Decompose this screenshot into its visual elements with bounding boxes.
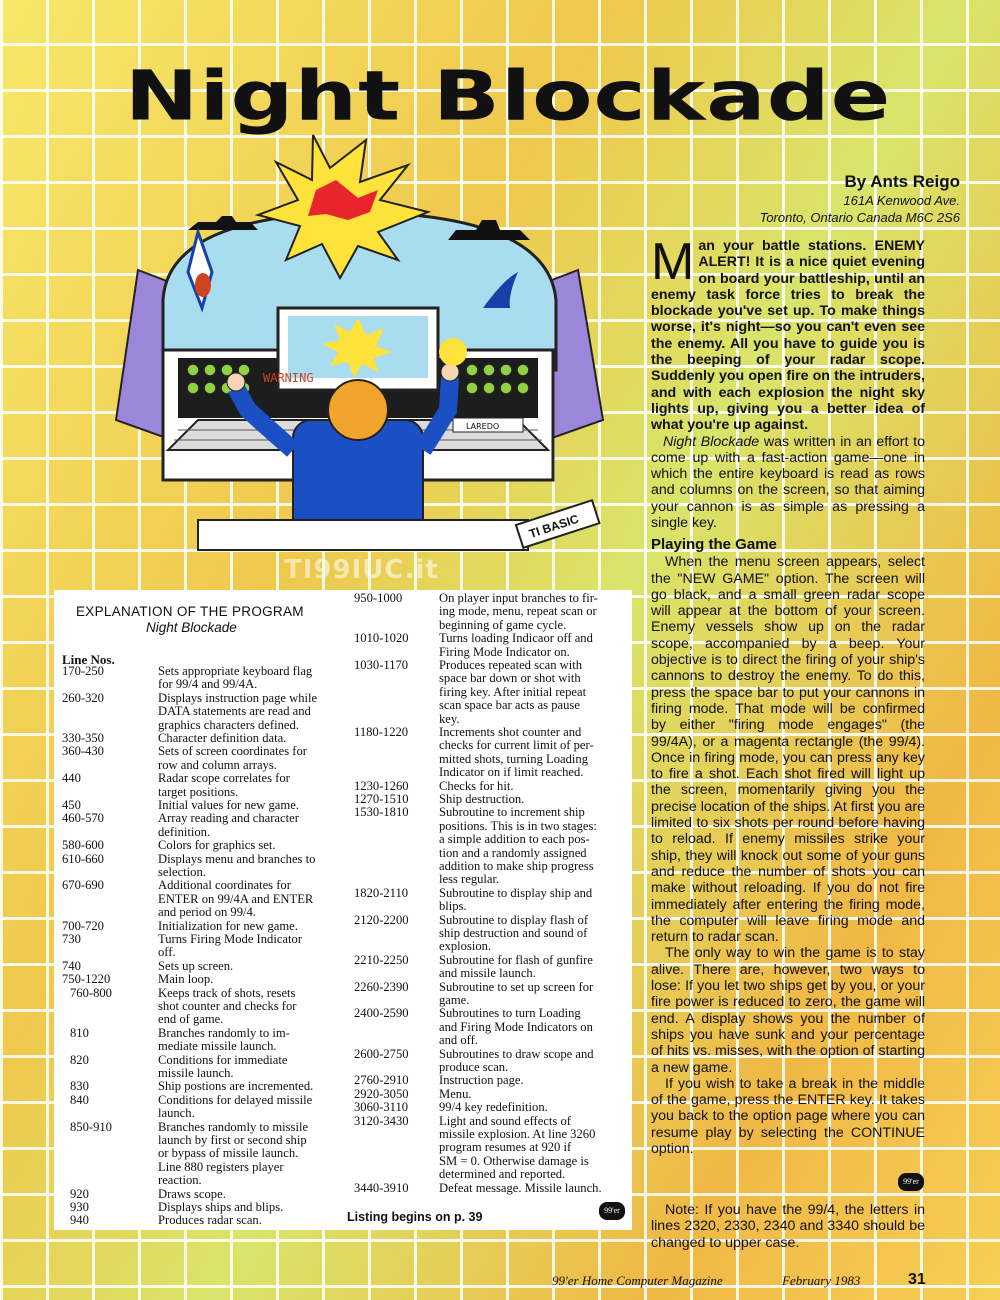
magazine-logo-icon-small: 99'er bbox=[599, 1202, 625, 1220]
drop-cap: M bbox=[651, 233, 695, 291]
explanation-row bbox=[62, 772, 352, 799]
line-description: Sets up screen. bbox=[158, 958, 234, 973]
line-number-range: 840 bbox=[70, 1092, 89, 1107]
note-paragraph: Note: If you have the 99/4, the letters in lines 2320, 2330, 2340 and 3340 should be changed to upper case. bbox=[651, 1202, 925, 1251]
explanation-row bbox=[354, 659, 629, 726]
explanation-row bbox=[62, 879, 352, 919]
line-description: Sets appropriate keyboard flag for 99/4 and 99/4A. bbox=[158, 664, 313, 692]
line-description: Conditions for immediate missile launch. bbox=[158, 1052, 288, 1080]
battleship-console-illustration bbox=[108, 120, 608, 560]
line-description: Branches randomly to im- mediate missile launch. bbox=[158, 1025, 290, 1054]
explanation-row bbox=[354, 793, 629, 806]
line-description: Sets of screen coordinates for row and column arrays. bbox=[158, 744, 307, 772]
line-number-range: 950-1000 bbox=[354, 591, 403, 605]
article-title: Night Blockade bbox=[124, 55, 892, 137]
line-number-range: 1010-1020 bbox=[354, 631, 409, 646]
explanation-row bbox=[354, 1048, 629, 1075]
line-number-range: 2400-2590 bbox=[354, 1006, 409, 1021]
explanation-row bbox=[354, 1074, 629, 1087]
section-paragraph-2: The only way to win the game is to stay alive. There are, however, two ways to lose: If you let two ships get by you, or your fire power is reduced to zero, the game will end. A display shows you the number of ships you have sunk and your percentage of hits vs. misses, with the option of starting a new game. bbox=[651, 945, 925, 1076]
line-description: Produces repeated scan with space bar down or shot with firing key. After initial repeat scan space bar acts as pause key. bbox=[439, 658, 587, 726]
line-number-range: 360-430 bbox=[62, 744, 104, 759]
line-description: Increments shot counter and checks for current limit of per- mitted shots, turning Loading Indicator on if limit reached. bbox=[439, 725, 594, 780]
explanation-row bbox=[354, 726, 629, 780]
line-number-range: 940 bbox=[70, 1213, 89, 1228]
explanation-row bbox=[354, 1115, 629, 1182]
warning-label: WARNING bbox=[263, 371, 314, 385]
explanation-row bbox=[62, 745, 352, 772]
intro-bold-paragraph: an your battle stations. ENEMY ALERT! It is a nice quiet evening on board your battleship, until an enemy task force tries to break the blockade you've set up. To make things worse, it's night—so you can't even see the enemy. All you have to guide you is the beeping of your radar scope. Suddenly you open fire on the intruders, and with each explosion the night sky lights up, giving you a better idea of what you're up against. bbox=[651, 238, 925, 434]
explanation-row bbox=[62, 1121, 352, 1188]
line-number-range: 170-250 bbox=[62, 664, 104, 678]
explanation-row bbox=[354, 632, 629, 659]
line-number-range: 830 bbox=[70, 1079, 89, 1094]
section-heading: Playing the Game bbox=[651, 536, 777, 553]
footer-date: February 1983 bbox=[782, 1273, 861, 1288]
explanation-row bbox=[354, 1007, 629, 1047]
line-number-range: 750-1220 bbox=[62, 972, 111, 987]
explanation-row bbox=[62, 1214, 352, 1227]
line-description: Ship destruction. bbox=[439, 792, 525, 806]
line-number-range: 2760-2910 bbox=[354, 1073, 409, 1088]
byline bbox=[660, 172, 960, 226]
line-description: Colors for graphics set. bbox=[158, 838, 276, 853]
watermark: TI99IUC.it bbox=[284, 555, 439, 585]
line-nos-label: Line Nos. bbox=[62, 652, 115, 667]
line-description: Displays ships and blips. bbox=[158, 1200, 284, 1214]
line-number-range: 700-720 bbox=[62, 918, 104, 933]
explanation-row bbox=[354, 1088, 629, 1101]
explanation-row bbox=[62, 1094, 352, 1121]
line-number-range: 3120-3430 bbox=[354, 1113, 409, 1128]
line-number-range: 460-570 bbox=[62, 811, 104, 826]
intro-paragraph-2: was written in an effort to come up with a fast-action game—one in which the entire keyboard is read as rows and columns on the screen, so that aiming your cannon is as simple as pressing a single key. bbox=[651, 433, 925, 532]
line-description: Subroutine for flash of gunfire and missile launch. bbox=[439, 952, 593, 981]
explanation-row bbox=[62, 1054, 352, 1081]
line-description: Additional coordinates for ENTER on 99/4A and ENTER and period on 99/4. bbox=[158, 878, 314, 920]
line-description: Instruction page. bbox=[439, 1073, 524, 1088]
line-description: Turns Firing Mode Indicator off. bbox=[158, 932, 303, 960]
line-number-range: 3440-3910 bbox=[354, 1180, 409, 1195]
playing-section bbox=[651, 537, 925, 1157]
explanation-row bbox=[62, 1188, 352, 1201]
magazine-logo-icon: 99'er bbox=[898, 1173, 924, 1191]
explanation-row bbox=[62, 665, 352, 692]
line-number-range: 930 bbox=[70, 1200, 89, 1214]
line-number-range: 670-690 bbox=[62, 878, 104, 893]
explanation-row bbox=[354, 914, 629, 954]
explanation-heading: EXPLANATION OF THE PROGRAM bbox=[76, 604, 304, 619]
line-description: Subroutine to display ship and blips. bbox=[439, 885, 593, 914]
listing-note: Listing begins on p. 39 bbox=[347, 1210, 483, 1224]
line-number-range: 2260-2390 bbox=[354, 979, 409, 994]
line-number-range: 2600-2750 bbox=[354, 1046, 409, 1061]
line-description: Menu. bbox=[439, 1086, 472, 1101]
explanation-row bbox=[354, 887, 629, 914]
line-number-range: 2210-2250 bbox=[354, 952, 409, 967]
line-number-range: 820 bbox=[70, 1052, 89, 1067]
explanation-row bbox=[62, 799, 352, 812]
line-description: Checks for hit. bbox=[439, 778, 514, 793]
line-number-range: 1030-1170 bbox=[354, 658, 409, 672]
explanation-row bbox=[354, 1182, 629, 1195]
explanation-row bbox=[354, 981, 629, 1008]
laredo-label: LAREDO bbox=[466, 422, 500, 431]
line-number-range: 2920-3050 bbox=[354, 1086, 409, 1101]
line-description: Ship postions are incremented. bbox=[158, 1079, 314, 1094]
line-description: Branches randomly to missile launch by first or second ship or bypass of missile launch. Line 880 registers player reaction. bbox=[158, 1119, 309, 1188]
line-description: Subroutines to turn Loading and Firing Mode Indicators on and off. bbox=[439, 1006, 593, 1048]
explanation-row bbox=[62, 692, 352, 732]
line-description: Subroutines to draw scope and produce scan. bbox=[439, 1046, 594, 1074]
explanation-row bbox=[62, 973, 352, 986]
line-description: Draws scope. bbox=[158, 1186, 226, 1201]
line-description: Displays menu and branches to selection. bbox=[158, 851, 316, 879]
line-number-range: 610-660 bbox=[62, 851, 104, 866]
line-description: On player input branches to fir- ing mode, menu, repeat scan or beginning of game cycle. bbox=[439, 591, 598, 632]
intro-game-title: Night Blockade bbox=[663, 433, 760, 450]
explanation-row bbox=[62, 853, 352, 880]
explanation-row bbox=[62, 732, 352, 745]
explanation-row bbox=[354, 780, 629, 793]
line-description: 99/4 key redefinition. bbox=[439, 1100, 548, 1115]
explanation-row bbox=[354, 806, 629, 886]
explanation-row bbox=[62, 920, 352, 933]
line-description: Defeat message. Missile launch. bbox=[439, 1180, 602, 1195]
line-description: Radar scope correlates for target positions. bbox=[158, 771, 290, 799]
explanation-row bbox=[62, 1027, 352, 1054]
intro-text bbox=[651, 233, 925, 532]
line-description: Produces radar scan. bbox=[158, 1213, 262, 1228]
explanation-row bbox=[62, 987, 352, 1027]
line-number-range: 740 bbox=[62, 958, 81, 973]
line-number-range: 3060-3110 bbox=[354, 1100, 409, 1115]
line-description: Turns loading Indicaor off and Firing Mode Indicator on. bbox=[439, 631, 593, 659]
line-description: Initialization for new game. bbox=[158, 918, 298, 933]
line-number-range: 450 bbox=[62, 798, 81, 812]
explanation-row bbox=[62, 933, 352, 960]
line-description: Character definition data. bbox=[158, 731, 287, 745]
line-number-range: 730 bbox=[62, 932, 81, 946]
explanation-row bbox=[354, 592, 629, 632]
explanation-row bbox=[62, 1201, 352, 1214]
author-name: By Ants Reigo bbox=[844, 172, 960, 191]
author-address-line-1: 161A Kenwood Ave. bbox=[843, 193, 960, 208]
explanation-subheading: Night Blockade bbox=[146, 620, 237, 635]
line-description: Displays instruction page while DATA statements are read and graphics characters defined. bbox=[158, 690, 318, 732]
line-number-range: 1270-1510 bbox=[354, 792, 409, 806]
line-number-range: 330-350 bbox=[62, 731, 104, 745]
line-description: Initial values for new game. bbox=[158, 798, 299, 812]
line-number-range: 440 bbox=[62, 771, 81, 786]
section-paragraph-1: When the menu screen appears, select the "NEW GAME" option. The screen will go black, and a small green radar scope will appear at the bottom of your screen. Enemy vessels show up on the radar scope, accompanied by a beep. Your objective is to direct the firing of your ship's cannons to destroy the enemy. To do this, press the space bar to put your cannons in firing mode. That mode will be confirmed by either "firing mode engages" (the 99/4A), or a magenta rectangle (the 99/4). Once in firing mode, you can press any key to fire a shot. Each shot fired will light up the screen, momentarily giving you the precise location of the ships. At first you are limited to six shots per round before having to reload. If enemy missiles strike your ship, they will knock out some of your guns and reduce the number of shots you can make without reloading. If you do not fire immediately after entering the firing mode, the computer will leave firing mode and return to radar scan. bbox=[651, 554, 925, 946]
line-number-range: 2120-2200 bbox=[354, 912, 409, 927]
line-description: Conditions for delayed missile launch. bbox=[158, 1092, 313, 1121]
explanation-row bbox=[62, 960, 352, 973]
line-number-range: 850-910 bbox=[70, 1119, 112, 1134]
line-number-range: 810 bbox=[70, 1025, 89, 1040]
explanation-box bbox=[54, 590, 632, 1230]
section-paragraph-3: If you wish to take a break in the middle of the game, press the ENTER key. It takes you back to the option page where you can resume play by selecting the CONTINUE option. bbox=[651, 1075, 925, 1157]
ti-basic-badge: TI BASIC bbox=[527, 511, 581, 541]
explanation-row bbox=[62, 812, 352, 839]
footer-magazine: 99'er Home Computer Magazine bbox=[552, 1273, 723, 1288]
explanation-row bbox=[354, 954, 629, 981]
line-description: Main loop. bbox=[158, 972, 214, 987]
line-description: Subroutine to increment ship positions. This is in two stages: a simple addition to each pos- tion and a randomly assigned addition to make ship progress less regular. bbox=[439, 805, 597, 887]
line-description: Light and sound effects of missile explosion. At line 3260 program resumes at 920 if SM = 0. Otherwise damage is determined and reported. bbox=[439, 1113, 596, 1182]
explanation-row bbox=[62, 1080, 352, 1093]
line-description: Subroutine to display flash of ship destruction and sound of explosion. bbox=[439, 912, 589, 954]
author-address-line-2: Toronto, Ontario Canada M6C 2S6 bbox=[759, 210, 960, 225]
explanation-row bbox=[354, 1101, 629, 1114]
line-number-range: 580-600 bbox=[62, 838, 104, 853]
line-number-range: 920 bbox=[70, 1186, 89, 1201]
page-number: 31 bbox=[908, 1271, 926, 1288]
line-number-range: 260-320 bbox=[62, 690, 104, 705]
line-number-range: 1230-1260 bbox=[354, 778, 409, 793]
line-description: Keeps track of shots, resets shot counter and checks for end of game. bbox=[158, 985, 297, 1027]
line-number-range: 1820-2110 bbox=[354, 885, 409, 900]
line-number-range: 1530-1810 bbox=[354, 805, 409, 820]
explanation-row bbox=[62, 839, 352, 852]
line-number-range: 760-800 bbox=[70, 985, 112, 1000]
line-number-range: 1180-1220 bbox=[354, 725, 409, 739]
line-description: Array reading and character definition. bbox=[158, 811, 299, 839]
line-description: Subroutine to set up screen for game. bbox=[439, 979, 594, 1007]
